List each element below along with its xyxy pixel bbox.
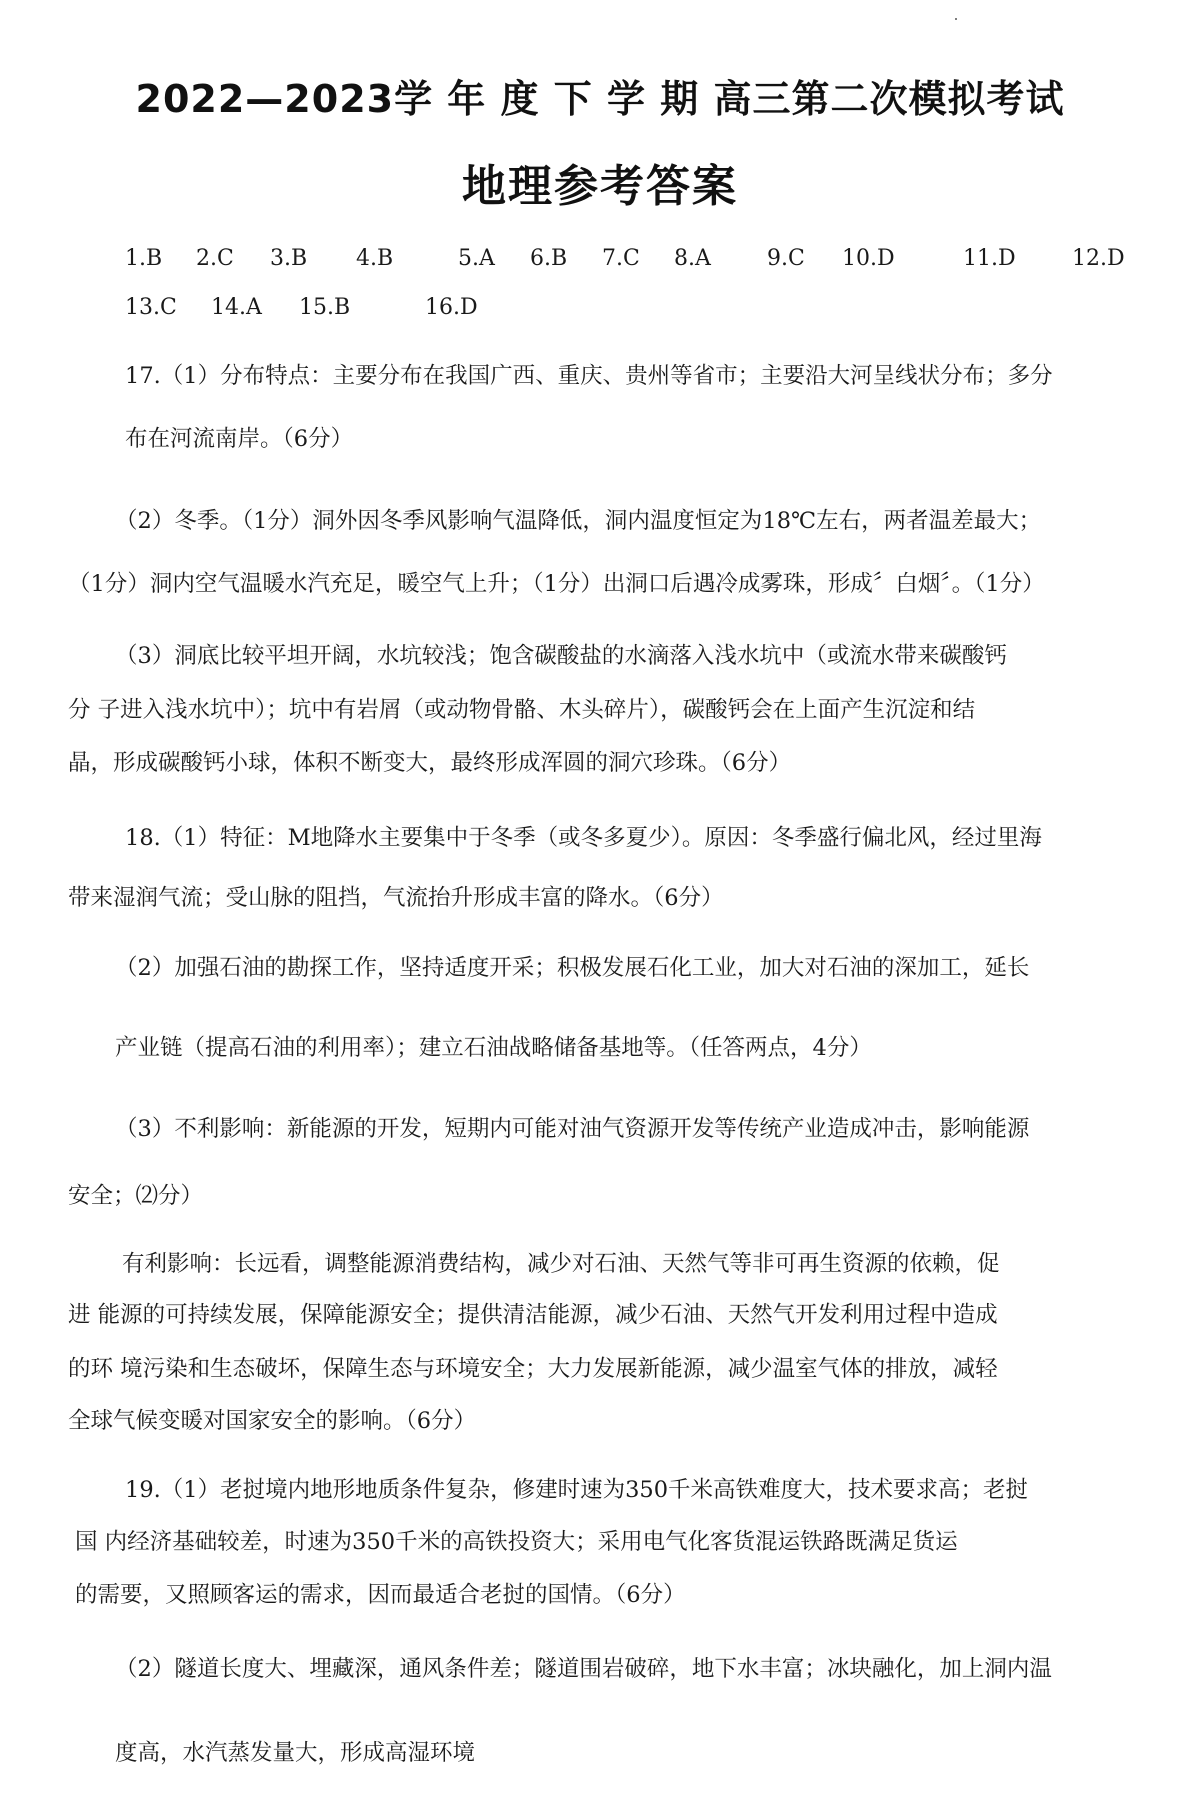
answer-line: 分 子进入浅水坑中）；坑中有岩屑（或动物骨骼、木头碎片），碳酸钙会在上面产生沉淀和结	[68, 697, 976, 723]
answer-line: 全球气候变暖对国家安全的影响。（6分）	[68, 1408, 477, 1434]
choice-answer: 7.C	[602, 246, 640, 271]
answer-line: 19.（1）老挝境内地形地质条件复杂，修建时速为350千米高铁难度大，技术要求高；老挝	[125, 1477, 1029, 1503]
answer-line: 18.（1）特征：M地降水主要集中于冬季（或冬多夏少）。原因：冬季盛行偏北风，经过里海	[125, 825, 1042, 851]
choice-answer: 12.D	[1072, 246, 1125, 271]
choice-answer: 3.B	[270, 246, 308, 271]
answer-line: （2）隧道长度大、埋藏深，通风条件差；隧道围岩破碎，地下水丰富；冰块融化，加上洞内温	[115, 1656, 1052, 1682]
answer-line: 国 内经济基础较差，时速为350千米的高铁投资大；采用电气化客货混运铁路既满足货运	[75, 1529, 958, 1555]
answer-line: （1分）洞内空气温暖水汽充足，暖空气上升；（1分）出洞口后遇冷成雾珠，形成〞白烟〞。（1分）	[68, 571, 1045, 597]
answer-line: 有利影响：长远看，调整能源消费结构，减少对石油、天然气等非可再生资源的依赖，促	[122, 1251, 1000, 1277]
choice-answer: 10.D	[842, 246, 895, 271]
choice-answer: 2.C	[196, 246, 234, 271]
answer-line: 布在河流南岸。（6分）	[125, 426, 354, 452]
answer-line: 产业链（提高石油的利用率）；建立石油战略储备基地等。（任答两点，4分）	[115, 1035, 872, 1061]
choice-answer: 5.A	[458, 246, 495, 271]
answer-line: 晶，形成碳酸钙小球，体积不断变大，最终形成浑圆的洞穴珍珠。（6分）	[68, 750, 792, 776]
choice-answer: 1.B	[125, 246, 163, 271]
choice-answer: 4.B	[356, 246, 394, 271]
answer-key-title: 地理参考答案	[462, 161, 738, 212]
answer-line: （3）洞底比较平坦开阔，水坑较浅；饱含碳酸盐的水滴落入浅水坑中（或流水带来碳酸钙	[115, 643, 1007, 669]
answer-line: （2）加强石油的勘探工作，坚持适度开采；积极发展石化工业，加大对石油的深加工，延长	[115, 955, 1030, 981]
choice-answer: 16.D	[425, 295, 478, 320]
scan-speck	[955, 18, 957, 20]
answer-line: 进 能源的可持续发展，保障能源安全；提供清洁能源，减少石油、天然气开发利用过程中造成	[68, 1302, 998, 1328]
choice-answer: 13.C	[125, 295, 177, 320]
answer-line: （3）不利影响：新能源的开发，短期内可能对油气资源开发等传统产业造成冲击，影响能源	[115, 1116, 1030, 1142]
exam-title: 2022—2023学 年 度 下 学 期 高三第二次模拟考试	[135, 77, 1065, 121]
choice-answer: 8.A	[674, 246, 711, 271]
answer-line: 的需要，又照顾客运的需求，因而最适合老挝的国情。（6分）	[75, 1582, 686, 1608]
choice-answer: 11.D	[963, 246, 1016, 271]
choice-answer: 6.B	[530, 246, 568, 271]
answer-line: 安全；⑵分）	[68, 1183, 204, 1209]
choice-answer: 9.C	[767, 246, 805, 271]
answer-line: 的环 境污染和生态破坏，保障生态与环境安全；大力发展新能源，减少温室气体的排放，减轻	[68, 1356, 998, 1382]
answer-line: 17.（1）分布特点：主要分布在我国广西、重庆、贵州等省市；主要沿大河呈线状分布；多分	[125, 363, 1053, 389]
answer-line: 带来湿润气流；受山脉的阻挡，气流抬升形成丰富的降水。（6分）	[68, 885, 724, 911]
choice-answer: 15.B	[299, 295, 351, 320]
answer-line: （2）冬季。（1分）洞外因冬季风影响气温降低，洞内温度恒定为18℃左右，两者温差最大；	[115, 508, 1042, 534]
choice-answer: 14.A	[211, 295, 262, 320]
answer-line: 度高，水汽蒸发量大，形成高湿环境	[115, 1740, 476, 1766]
